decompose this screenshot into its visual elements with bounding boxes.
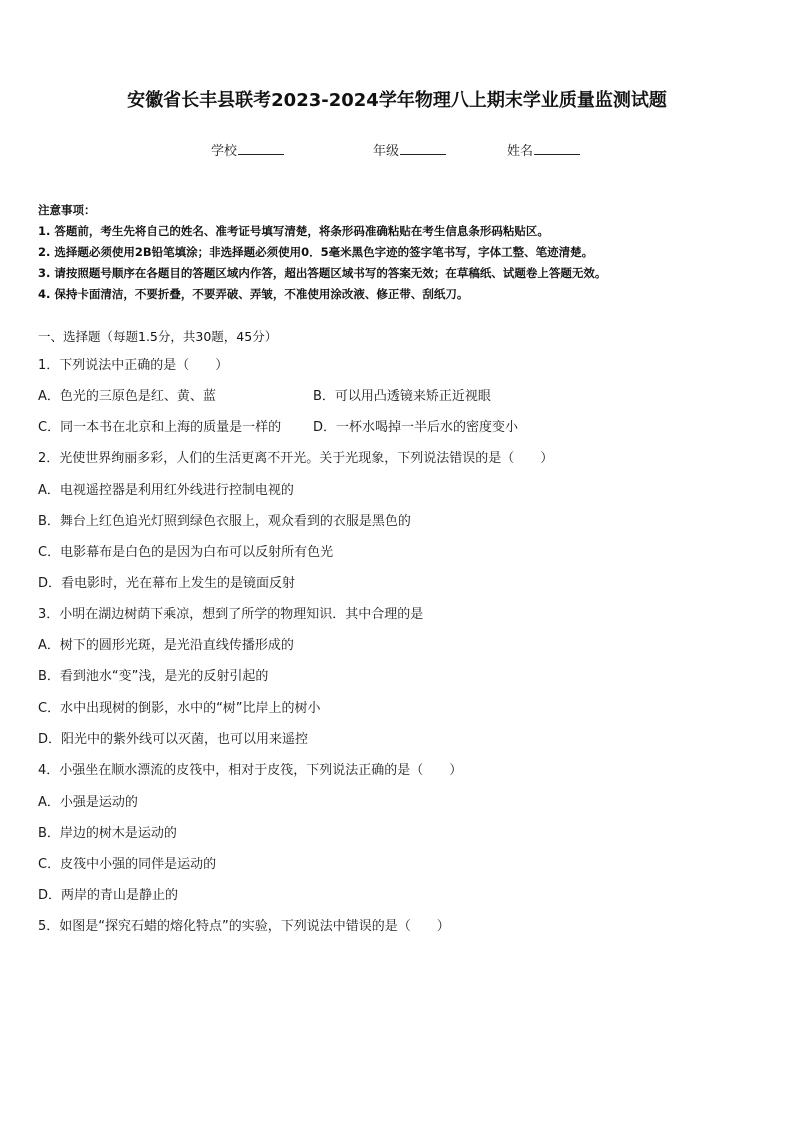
question-option: A．电视遥控器是利用红外线进行控制电视的 [38,483,294,498]
question-option: C．水中出现树的倒影，水中的“树”比岸上的树小 [38,701,321,716]
question-option: D．一杯水喝掉一半后水的密度变小 [313,420,519,435]
school-field [211,140,284,159]
question-stem: 2．光使世界绚丽多彩，人们的生活更离不开光。关于光现象，下列说法错误的是（ ） [38,451,554,466]
question-option: A．树下的圆形光斑，是光沿直线传播形成的 [38,638,294,653]
school-blank [238,142,284,155]
name-field [507,140,580,159]
question-option: B．舞台上红色追光灯照到绿色衣服上，观众看到的衣服是黑色的 [38,514,411,529]
grade-blank [400,142,446,155]
question-option: B．看到池水“变”浅，是光的反射引起的 [38,669,269,684]
name-label: 姓名 [507,144,534,159]
notice-heading: 注意事项： [38,203,96,217]
question-option: D．看电影时，光在幕布上发生的是镜面反射 [38,576,296,591]
question-option: A．小强是运动的 [38,795,138,810]
question-stem: 3．小明在湖边树荫下乘凉，想到了所学的物理知识．其中合理的是 [38,607,424,622]
question-option: A．色光的三原色是红、黄、蓝 [38,389,216,404]
page-title: 安徽省长丰县联考2023-2024学年物理八上期末学业质量监测试题 [127,90,667,111]
question-option: C．电影幕布是白色的是因为白布可以反射所有色光 [38,545,334,560]
section-heading: 一、选择题（每题1.5分，共30题，45分） [38,329,278,344]
question-stem: 1．下列说法中正确的是（ ） [38,358,229,373]
notice-item: 4. 保持卡面清洁，不要折叠，不要弄破、弄皱，不准使用涂改液、修正带、刮纸刀。 [38,287,469,301]
question-option: D．两岸的青山是静止的 [38,888,179,903]
question-option: C．皮筏中小强的同伴是运动的 [38,857,217,872]
question-option: D．阳光中的紫外线可以灭菌，也可以用来遥控 [38,732,309,747]
question-option: C．同一本书在北京和上海的质量是一样的 [38,420,282,435]
question-stem: 5．如图是“探究石蜡的熔化特点”的实验，下列说法中错误的是（ ） [38,919,450,934]
grade-field [373,140,446,159]
question-option: B．可以用凸透镜来矫正近视眼 [313,389,491,404]
name-blank [534,142,580,155]
school-label: 学校 [211,144,238,159]
notice-item: 2. 选择题必须使用2B铅笔填涂；非选择题必须使用0．5毫米黑色字迹的签字笔书写，字体工整、笔迹清楚。 [38,245,594,259]
question-option: B．岸边的树木是运动的 [38,826,177,841]
notice-item: 3. 请按照题号顺序在各题目的答题区域内作答，超出答题区域书写的答案无效；在草稿纸、试题卷上答题无效。 [38,266,607,280]
notice-item: 1. 答题前，考生先将自己的姓名、准考证号填写清楚，将条形码准确粘贴在考生信息条形码粘贴区。 [38,224,549,238]
question-stem: 4．小强坐在顺水漂流的皮筏中，相对于皮筏，下列说法正确的是（ ） [38,763,463,778]
grade-label: 年级 [373,144,400,159]
